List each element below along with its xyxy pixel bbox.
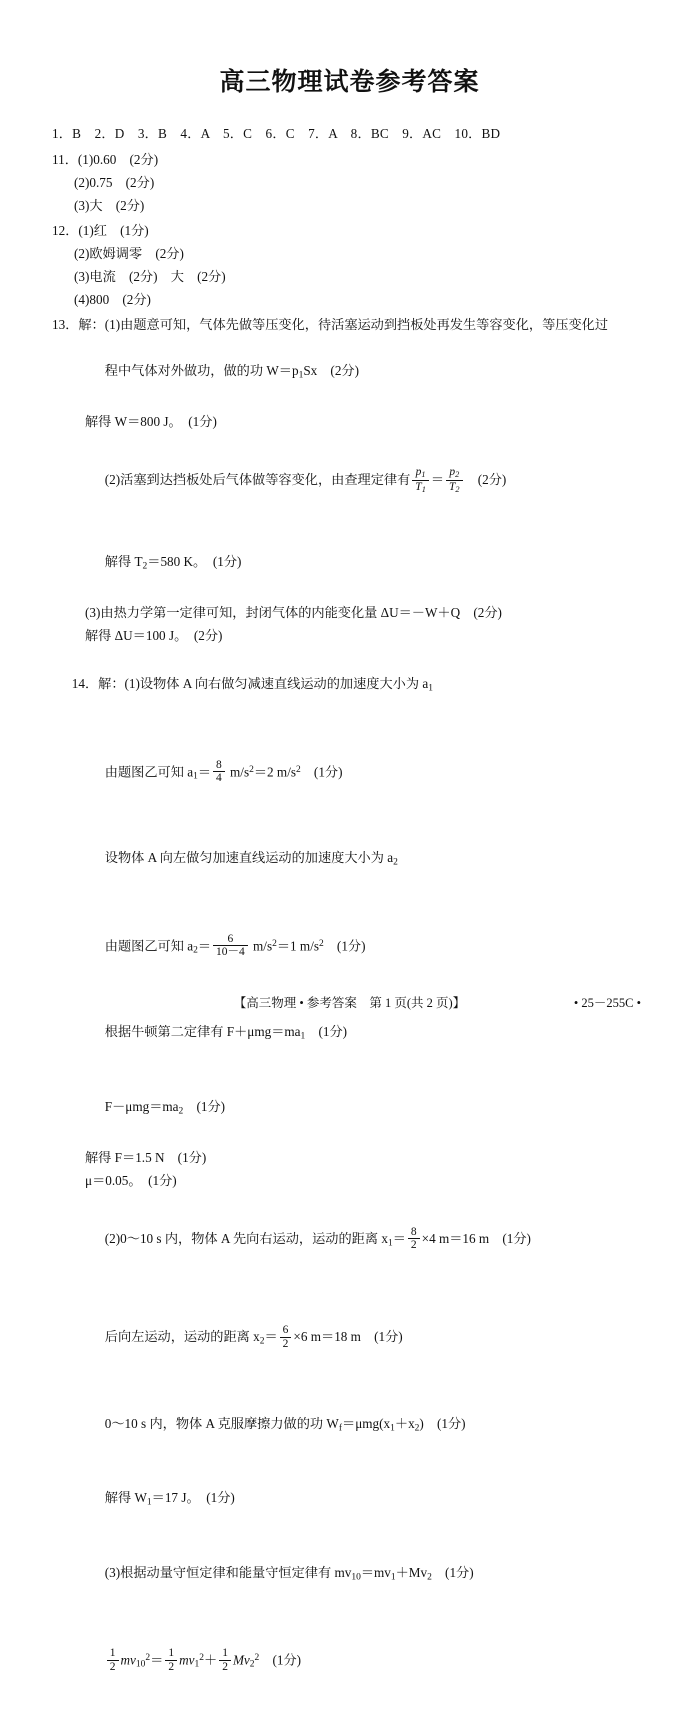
objective-answers-line: 1．B 2．D 3．B 4．A 5．C 6．C 7．A 8．BC 9．AC 10．BD xyxy=(52,126,501,141)
q14-l11-c: ＋x xyxy=(394,1415,415,1431)
q13-line-1a: 13．解：(1)由题意可知，气体先做等压变化，待活塞运动到挡板处再发生等容变化，等压变化过 xyxy=(52,317,609,332)
question-14-block xyxy=(52,649,647,1711)
q14-l2-score: (1分) xyxy=(300,763,343,779)
q14-l4-a-sub: 2 xyxy=(193,945,198,956)
q12-line-1: 12．(1)红 (1分) xyxy=(52,223,149,238)
q14-frac-6-num: 6 xyxy=(213,933,248,946)
q14-l4-value: ＝1 m/s xyxy=(276,937,319,953)
q12-line-3: (3)电流 (2分) 大 (2分) xyxy=(74,269,226,284)
q14-l9-eq: ＝ xyxy=(392,1231,406,1246)
q14-line-1 xyxy=(52,649,647,723)
q14-l10-tail: ×6 m＝18 m (1分) xyxy=(293,1329,403,1345)
q14-line-11 xyxy=(52,1389,647,1463)
q14-line-6-text: F－μmg＝ma xyxy=(104,1098,179,1114)
q14-fraction-8-4 xyxy=(213,759,225,785)
q14-l5-sub: 1 xyxy=(300,1031,306,1042)
q14-frac10-num: 6 xyxy=(280,1324,292,1337)
q14-line-13 xyxy=(52,1538,647,1612)
question-12-block xyxy=(52,219,647,311)
q14-l6-score: (1分) xyxy=(183,1098,226,1114)
q14-l13-v2-sub: 2 xyxy=(427,1571,432,1582)
q13-frac1-den-sub: 1 xyxy=(421,484,426,494)
page-title: 高三物理试卷参考答案 xyxy=(219,67,480,96)
q14-frac9-den: 2 xyxy=(410,1239,417,1252)
q14-l14-eq: ＝ xyxy=(150,1652,164,1668)
q13-line-4-tail: ＝580 K。 (1分) xyxy=(147,553,242,569)
q13-line-1b-text: 程中气体对外做功，做的功 W＝p xyxy=(104,363,299,378)
q14-l11-sub-f: f xyxy=(338,1423,343,1434)
q14-l11-x1-sub: 1 xyxy=(390,1423,395,1434)
q13-eq-sign: ＝ xyxy=(430,472,445,488)
q13-line-3 xyxy=(52,433,647,526)
q14-l5-score: (1分) xyxy=(305,1024,348,1040)
q13-frac2-den-sub: 2 xyxy=(455,484,460,494)
q14-line-3 xyxy=(52,823,647,897)
q14-l13-v1-sub: 1 xyxy=(390,1571,396,1582)
q14-l12-sub: 1 xyxy=(146,1497,152,1508)
q13-t2-sub: 2 xyxy=(142,561,148,572)
q14-l2-unit: m/s xyxy=(226,763,250,779)
q14-fraction-6-10m4 xyxy=(213,933,248,959)
q14-l14-b: mv xyxy=(179,1652,195,1668)
q14-l4-value-sup: 2 xyxy=(319,938,324,949)
q13-line-1c-text: Sx (2分) xyxy=(303,363,359,378)
q14-line-5-text: 根据牛顿第二定律有 F＋μmg＝ma xyxy=(104,1024,301,1040)
q14-line-12 xyxy=(52,1463,647,1537)
q13-line-3-tail: (2分) xyxy=(464,472,507,488)
q14-l2-value: ＝2 m/s xyxy=(253,763,296,779)
q14-line-12-text: 解得 W xyxy=(104,1490,147,1506)
q13-line-4-text: 解得 T xyxy=(104,553,143,569)
q13-fraction-p2-t2 xyxy=(446,466,463,495)
footer-center-text: 【高三物理 • 参考答案 第 1 页(共 2 页)】 xyxy=(226,996,473,1010)
q14-l10-eq: ＝ xyxy=(264,1329,278,1345)
q14-half1-num: 1 xyxy=(107,1647,119,1660)
q14-l14-c-sub: 2 xyxy=(249,1659,255,1670)
q14-l14-b-sub: 1 xyxy=(194,1659,200,1670)
q14-l4-unit-sup: 2 xyxy=(272,938,277,949)
q14-l11-b: ＝μmg(x xyxy=(342,1415,391,1431)
q14-l14-score: (1分) xyxy=(259,1652,302,1668)
q14-l2-eq: ＝ xyxy=(197,763,211,779)
q14-half2-den: 2 xyxy=(168,1660,175,1673)
q14-a1-sub: 1 xyxy=(428,683,433,694)
q13-p1-sub: 1 xyxy=(298,370,304,381)
q12-line-2: (2)欧姆调零 (2分) xyxy=(74,246,184,261)
q13-frac2-num: p xyxy=(449,465,456,478)
footer-code: • 25－255C • xyxy=(568,993,647,1011)
q13-line-3-text: (2)活塞到达挡板处后气体做等容变化，由查理定律有 xyxy=(104,472,411,488)
q14-a2-sub: 2 xyxy=(393,857,398,868)
q14-l12-tail: ＝17 J。 (1分) xyxy=(151,1490,235,1506)
q14-line-10 xyxy=(52,1290,647,1388)
q14-line-14 xyxy=(52,1612,647,1712)
q14-l10-sub: 2 xyxy=(259,1336,265,1347)
q14-frac-8-num: 8 xyxy=(213,759,225,772)
q14-fraction-6-2 xyxy=(280,1324,292,1350)
q14-l14-a-sup: 2 xyxy=(145,1652,151,1663)
q14-line-7: 解得 F＝1.5 N (1分) xyxy=(85,1150,207,1165)
q14-l14-c: Mv xyxy=(232,1652,250,1668)
q14-l14-c-sup: 2 xyxy=(254,1652,260,1663)
question-11-block xyxy=(52,148,647,217)
q14-l9-sub: 1 xyxy=(387,1238,393,1249)
q14-line-4-text: 由题图乙可知 a xyxy=(104,937,194,953)
q12-line-4: (4)800 (2分) xyxy=(74,292,151,307)
q14-line-9 xyxy=(52,1192,647,1290)
q11-line-1: 11．(1)0.60 (2分) xyxy=(52,152,159,167)
q14-fraction-half-3 xyxy=(219,1647,231,1673)
q14-half2-num: 1 xyxy=(165,1647,177,1660)
q14-fraction-half-1 xyxy=(107,1647,119,1673)
q13-frac1-num: p xyxy=(415,465,422,478)
q14-line-1-text: 14．解：(1)设物体 A 向右做匀减速直线运动的加速度大小为 a xyxy=(71,676,429,692)
q14-line-9-text: (2)0～10 s 内，物体 A 先向右运动，运动的距离 x xyxy=(104,1231,388,1246)
q14-l6-sub: 2 xyxy=(178,1106,184,1116)
q14-half3-num: 1 xyxy=(219,1647,231,1660)
q14-l14-a-sub: 10 xyxy=(135,1659,146,1670)
page-footer xyxy=(0,993,699,1017)
q14-half3-den: 2 xyxy=(222,1660,228,1673)
q14-line-4 xyxy=(52,898,647,998)
q14-frac9-num: 8 xyxy=(408,1226,420,1239)
q14-line-8: μ＝0.05。 (1分) xyxy=(85,1173,177,1188)
q14-frac-10m4-den: 10－4 xyxy=(216,946,245,959)
q14-line-2 xyxy=(52,724,647,824)
q14-l11-x2-sub: 2 xyxy=(414,1423,420,1434)
q11-line-2: (2)0.75 (2分) xyxy=(74,175,155,190)
q14-l14-a: mv xyxy=(120,1652,136,1668)
q14-fraction-8-2 xyxy=(408,1226,420,1252)
q14-l9-tail: ×4 m＝16 m (1分) xyxy=(421,1231,531,1246)
q14-l13-v10-sub: 10 xyxy=(351,1571,361,1582)
q14-line-10-text: 后向左运动，运动的距离 x xyxy=(104,1329,260,1345)
q14-l14-plus: ＋ xyxy=(204,1652,218,1668)
q14-l2-unit-sup: 2 xyxy=(249,764,254,775)
q14-l13-b: ＝mv xyxy=(360,1564,391,1580)
q14-l4-unit: m/s xyxy=(249,937,273,953)
q14-line-11-text: 0～10 s 内，物体 A 克服摩擦力做的功 W xyxy=(104,1415,339,1431)
q14-line-3-text: 设物体 A 向左做匀加速直线运动的加速度大小为 a xyxy=(104,850,394,866)
q14-line-2-text: 由题图乙可知 a xyxy=(104,763,194,779)
q14-l4-eq: ＝ xyxy=(197,937,211,953)
q13-frac2-num-sub: 2 xyxy=(455,469,460,479)
q14-l2-value-sup: 2 xyxy=(296,764,301,775)
q14-frac-4-den: 4 xyxy=(216,772,222,785)
q13-line-4 xyxy=(52,527,647,601)
q13-line-6: 解得 ΔU＝100 J。 (2分) xyxy=(85,628,223,644)
q14-l13-c: ＋Mv xyxy=(395,1564,428,1580)
q14-l4-score: (1分) xyxy=(323,937,366,953)
q13-line-5: (3)由热力学第一定律可知，封闭气体的内能变化量 ΔU＝－W＋Q (2分) xyxy=(85,605,502,621)
question-13-block xyxy=(52,313,647,647)
q13-line-2: 解得 W＝800 J。 (1分) xyxy=(85,414,217,430)
q14-l14-b-sup: 2 xyxy=(199,1652,204,1663)
q14-half1-den: 2 xyxy=(109,1660,116,1673)
q11-line-3: (3)大 (2分) xyxy=(74,198,145,213)
q14-l2-a-sub: 1 xyxy=(193,771,198,782)
q14-l13-d: (1分) xyxy=(431,1564,474,1580)
q14-l11-d: ) (1分) xyxy=(419,1415,466,1431)
q14-line-13-text: (3)根据动量守恒定律和能量守恒定律有 mv xyxy=(104,1564,352,1580)
q14-fraction-half-2 xyxy=(165,1647,177,1673)
q13-frac2-den: T xyxy=(449,480,456,493)
q13-fraction-p1-t1 xyxy=(412,466,429,495)
q13-frac1-num-sub: 1 xyxy=(421,469,426,479)
q13-line-1b xyxy=(52,336,647,410)
q13-frac1-den: T xyxy=(415,480,422,493)
q14-line-6 xyxy=(52,1072,647,1146)
q14-frac10-den: 2 xyxy=(282,1337,289,1350)
